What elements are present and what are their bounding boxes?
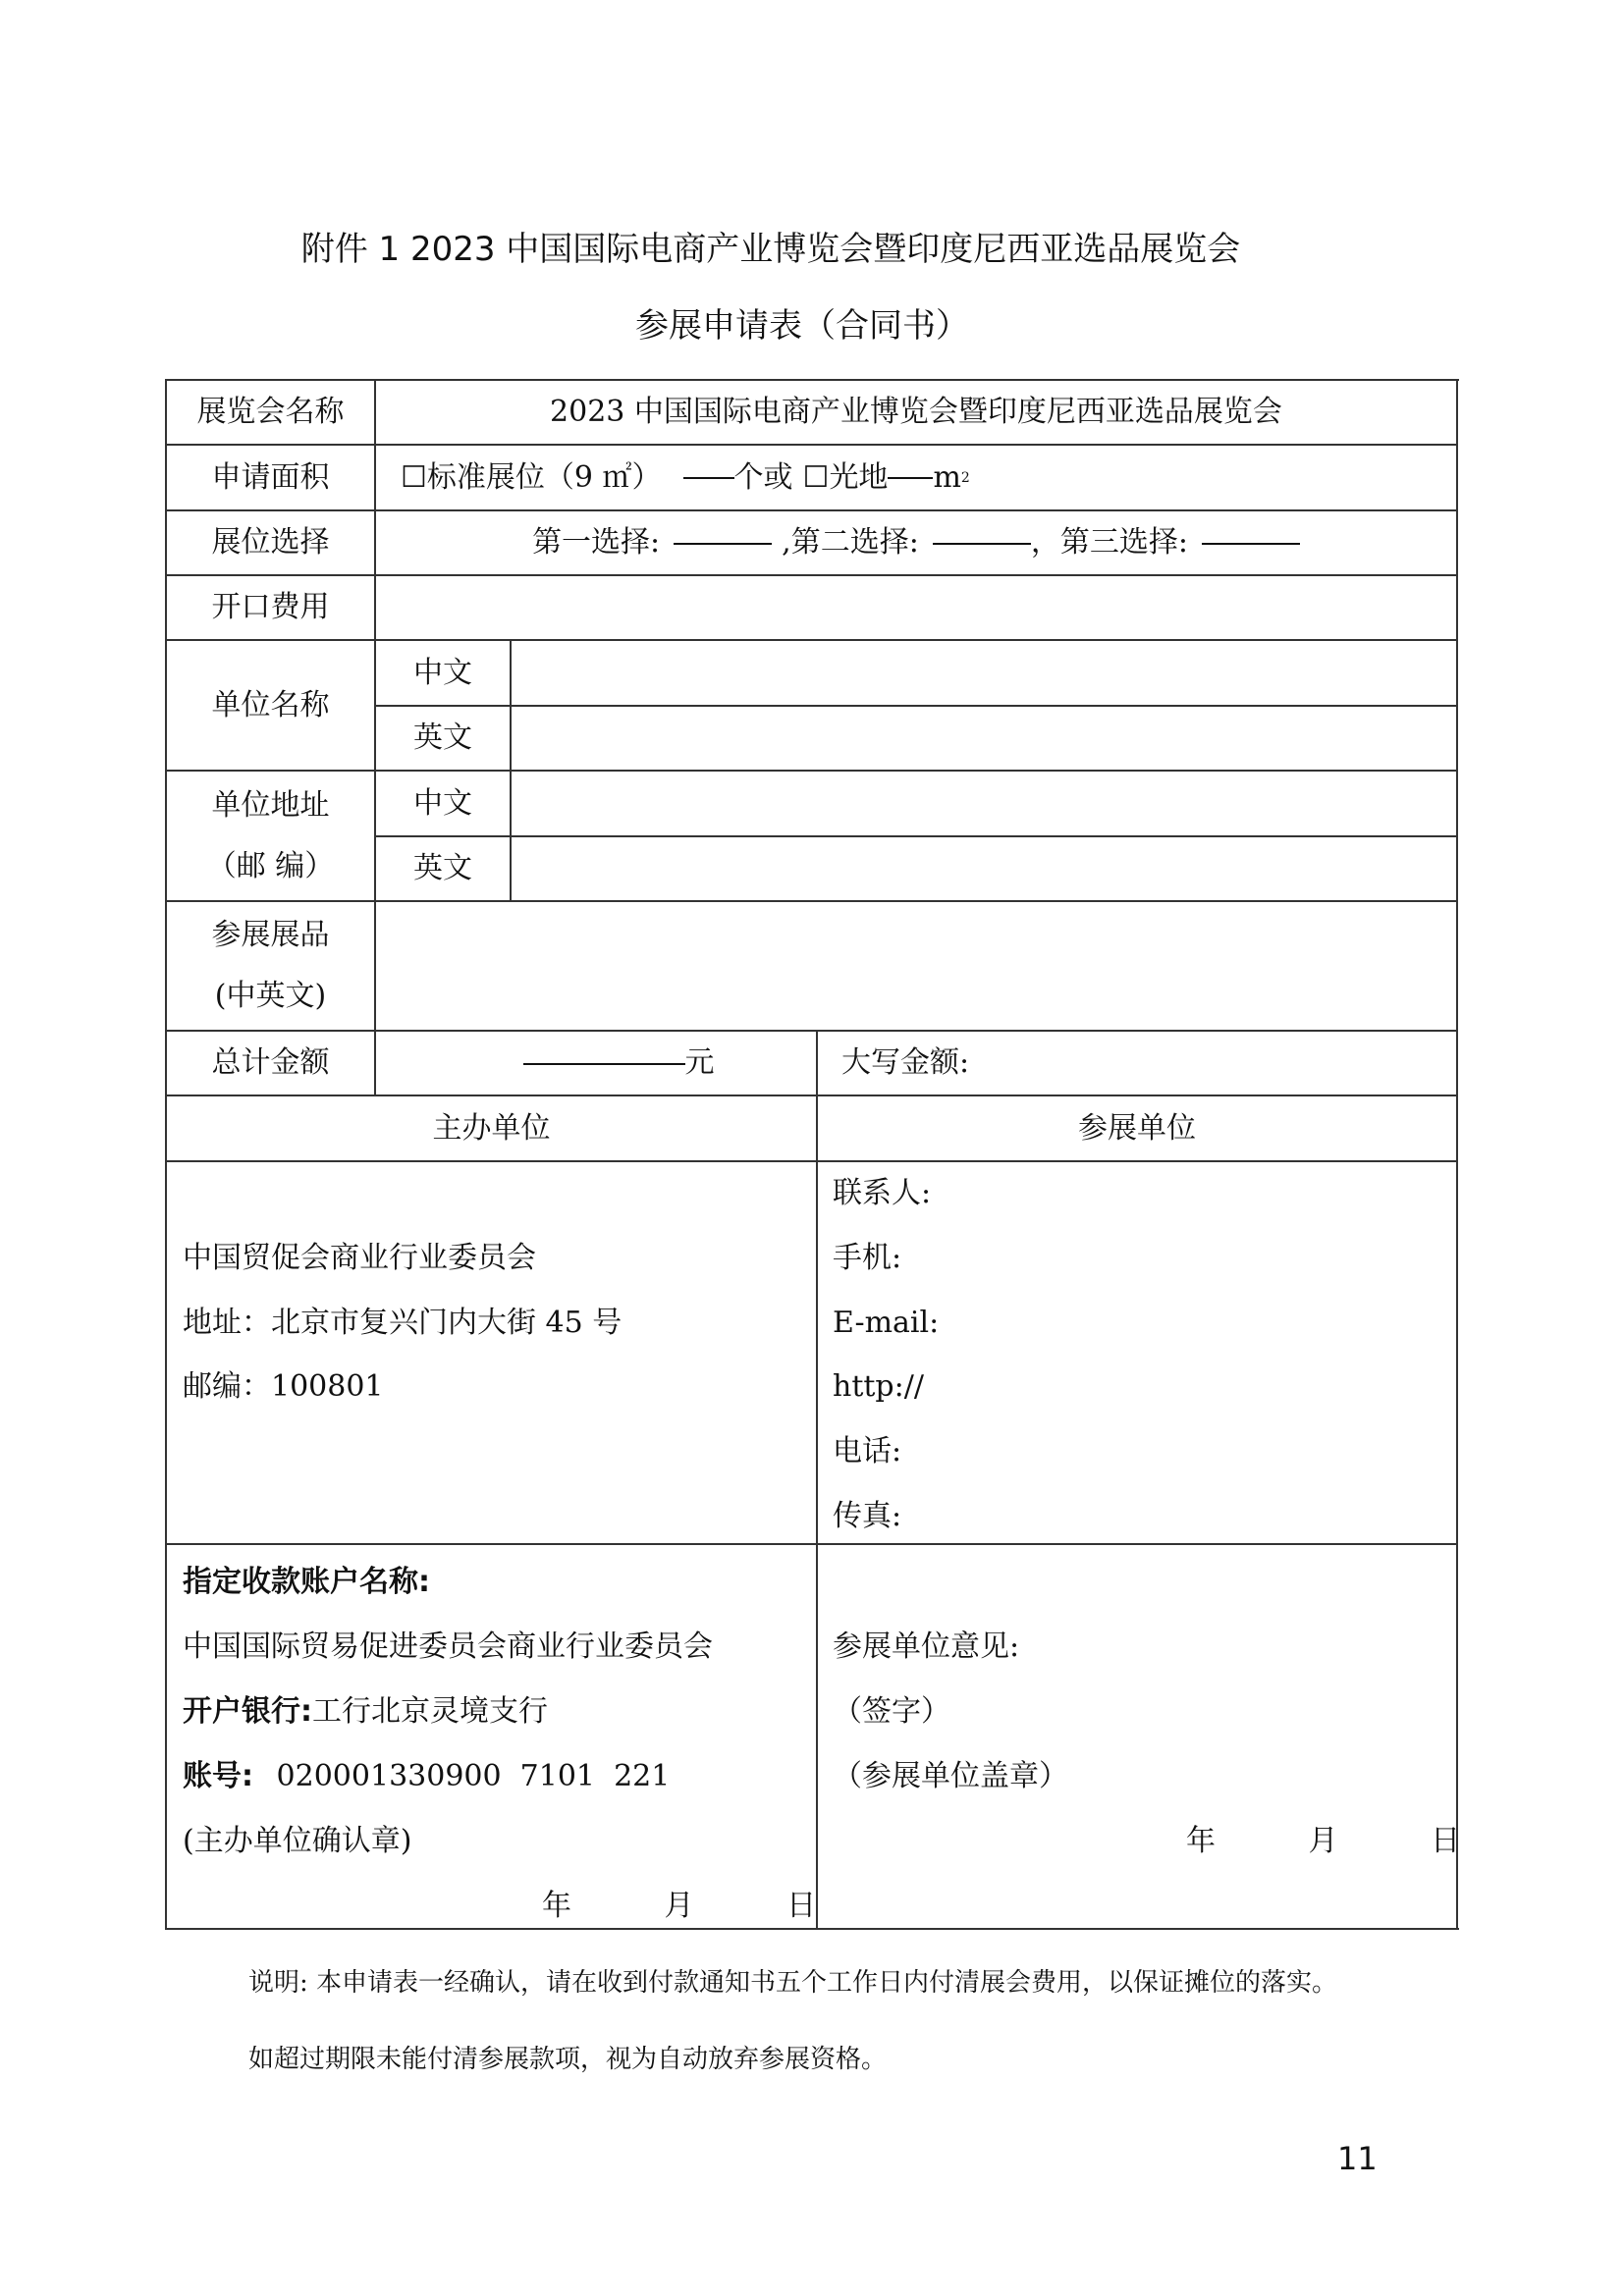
exhibitor-signature[interactable]: （签字） [833, 1694, 950, 1729]
organizer-name: 中国贸促会商业行业委员会 [183, 1241, 536, 1275]
label-booth-choice: 展位选择 [211, 525, 330, 560]
page-number: 11 [1337, 2140, 1378, 2177]
label-company-address [167, 772, 374, 900]
account-name: 中国国际贸易促进委员会商业行业委员会 [183, 1629, 713, 1664]
row-divider [166, 1543, 1457, 1545]
exhibitor-date-month: 月 [1308, 1824, 1338, 1858]
col-divider [816, 1031, 818, 1929]
exhibitor-opinion-label[interactable]: 参展单位意见: [833, 1629, 1020, 1664]
exhibitor-website-field[interactable]: http:// [833, 1369, 924, 1404]
total-amount-input[interactable] [523, 1062, 685, 1065]
label-company-address-line2: （邮 编） [206, 848, 335, 883]
account-number: 020001330900 7101 221 [276, 1759, 671, 1793]
organizer-postcode: 邮编：100801 [183, 1369, 384, 1404]
label-exhibition-name: 展览会名称 [196, 395, 345, 429]
account-number-line [183, 1759, 671, 1793]
organizer-date-month: 月 [664, 1889, 694, 1923]
label-opening-fee: 开口费用 [211, 590, 330, 624]
organizer-seal-note: (主办单位确认章) [183, 1824, 412, 1858]
company-name-chinese-label: 中文 [413, 655, 472, 690]
organizer-date [542, 1889, 817, 1923]
second-choice-input[interactable] [933, 542, 1031, 545]
label-total-amount: 总计金额 [211, 1045, 330, 1080]
account-number-label: 账号: [183, 1759, 253, 1793]
second-choice-label: ,第二选择: [782, 525, 919, 560]
booth-count-input[interactable] [683, 476, 734, 479]
table-border-right [1456, 379, 1458, 1930]
raw-space-checkbox[interactable]: ☐ [802, 459, 830, 495]
company-address-chinese-input[interactable] [512, 772, 1456, 835]
row-divider [166, 1160, 1457, 1162]
company-name-chinese-input[interactable] [512, 641, 1456, 705]
raw-space-label: 光地 [829, 459, 889, 495]
exhibition-name-value: 2023 中国国际电商产业博览会暨印度尼西亚选品展览会 [550, 395, 1282, 429]
booth-count-suffix: 个或 [733, 459, 793, 495]
account-name-label: 指定收款账户名称: [183, 1565, 430, 1599]
company-address-english-label: 英文 [413, 851, 472, 885]
exhibitor-fax-field[interactable]: 传真: [833, 1499, 902, 1533]
company-address-english-input[interactable] [512, 837, 1456, 900]
company-name-english-label: 英文 [413, 721, 472, 755]
exhibits-input[interactable] [376, 902, 1456, 1030]
exhibitor-date-year: 年 [1186, 1824, 1216, 1858]
label-exhibits-line2: (中英文) [214, 979, 327, 1013]
third-choice-label: ，第三选择: [1030, 525, 1188, 560]
bank-line [183, 1694, 548, 1729]
label-company-name: 单位名称 [211, 687, 330, 722]
label-company-address-line1: 单位地址 [211, 787, 330, 823]
currency-yuan: 元 [684, 1045, 715, 1080]
exhibitor-mobile-field[interactable]: 手机: [833, 1241, 902, 1275]
opening-fee-input[interactable] [376, 576, 1456, 639]
first-choice-input[interactable] [674, 542, 772, 545]
third-choice-input[interactable] [1202, 542, 1300, 545]
exhibitor-seal[interactable]: （参展单位盖章） [833, 1759, 1068, 1793]
exhibitor-date [1186, 1824, 1461, 1858]
organizer-header: 主办单位 [432, 1110, 551, 1146]
exhibitor-date-day: 日 [1431, 1824, 1461, 1858]
standard-booth-checkbox[interactable]: ☐ [401, 459, 427, 495]
raw-space-area-input[interactable] [888, 476, 933, 479]
label-exhibits-line1: 参展展品 [211, 918, 330, 952]
area-field [401, 446, 1451, 509]
bank-label: 开户银行: [183, 1694, 312, 1729]
total-amount-field [376, 1032, 816, 1095]
note-line-1: 说明: 本申请表一经确认，请在收到付款通知书五个工作日内付清展会费用，以保证摊位的落实。 [248, 1968, 1338, 1998]
bank-name: 工行北京灵境支行 [312, 1694, 548, 1729]
company-address-chinese-label: 中文 [413, 785, 472, 821]
exhibitor-email-field[interactable]: E-mail: [833, 1306, 940, 1340]
organizer-date-year: 年 [542, 1889, 571, 1923]
exhibitor-phone-field[interactable]: 电话: [833, 1434, 902, 1468]
amount-in-words-label[interactable]: 大写金额: [841, 1045, 970, 1080]
unit-superscript: 2 [960, 469, 970, 486]
booth-choice-field [376, 511, 1456, 574]
exhibitor-contact-field[interactable]: 联系人: [833, 1176, 932, 1210]
document-title: 附件 1 2023 中国国际电商产业博览会暨印度尼西亚选品展览会 [300, 230, 1241, 269]
label-area: 申请面积 [211, 459, 330, 495]
document-subtitle: 参展申请表（合同书） [635, 306, 969, 346]
note-line-2: 如超过期限未能付清参展款项，视为自动放弃参展资格。 [248, 2045, 888, 2074]
unit-m: m [933, 459, 961, 495]
first-choice-label: 第一选择: [532, 525, 661, 560]
table-border-bottom [166, 1928, 1459, 1930]
exhibitor-header: 参展单位 [1078, 1110, 1196, 1146]
organizer-address: 地址：北京市复兴门内大街 45 号 [183, 1306, 623, 1340]
company-name-english-input[interactable] [512, 707, 1456, 770]
label-exhibits [167, 902, 374, 1030]
standard-booth-label: 标准展位（9 ㎡） [426, 459, 662, 495]
organizer-date-day: 日 [786, 1889, 817, 1923]
